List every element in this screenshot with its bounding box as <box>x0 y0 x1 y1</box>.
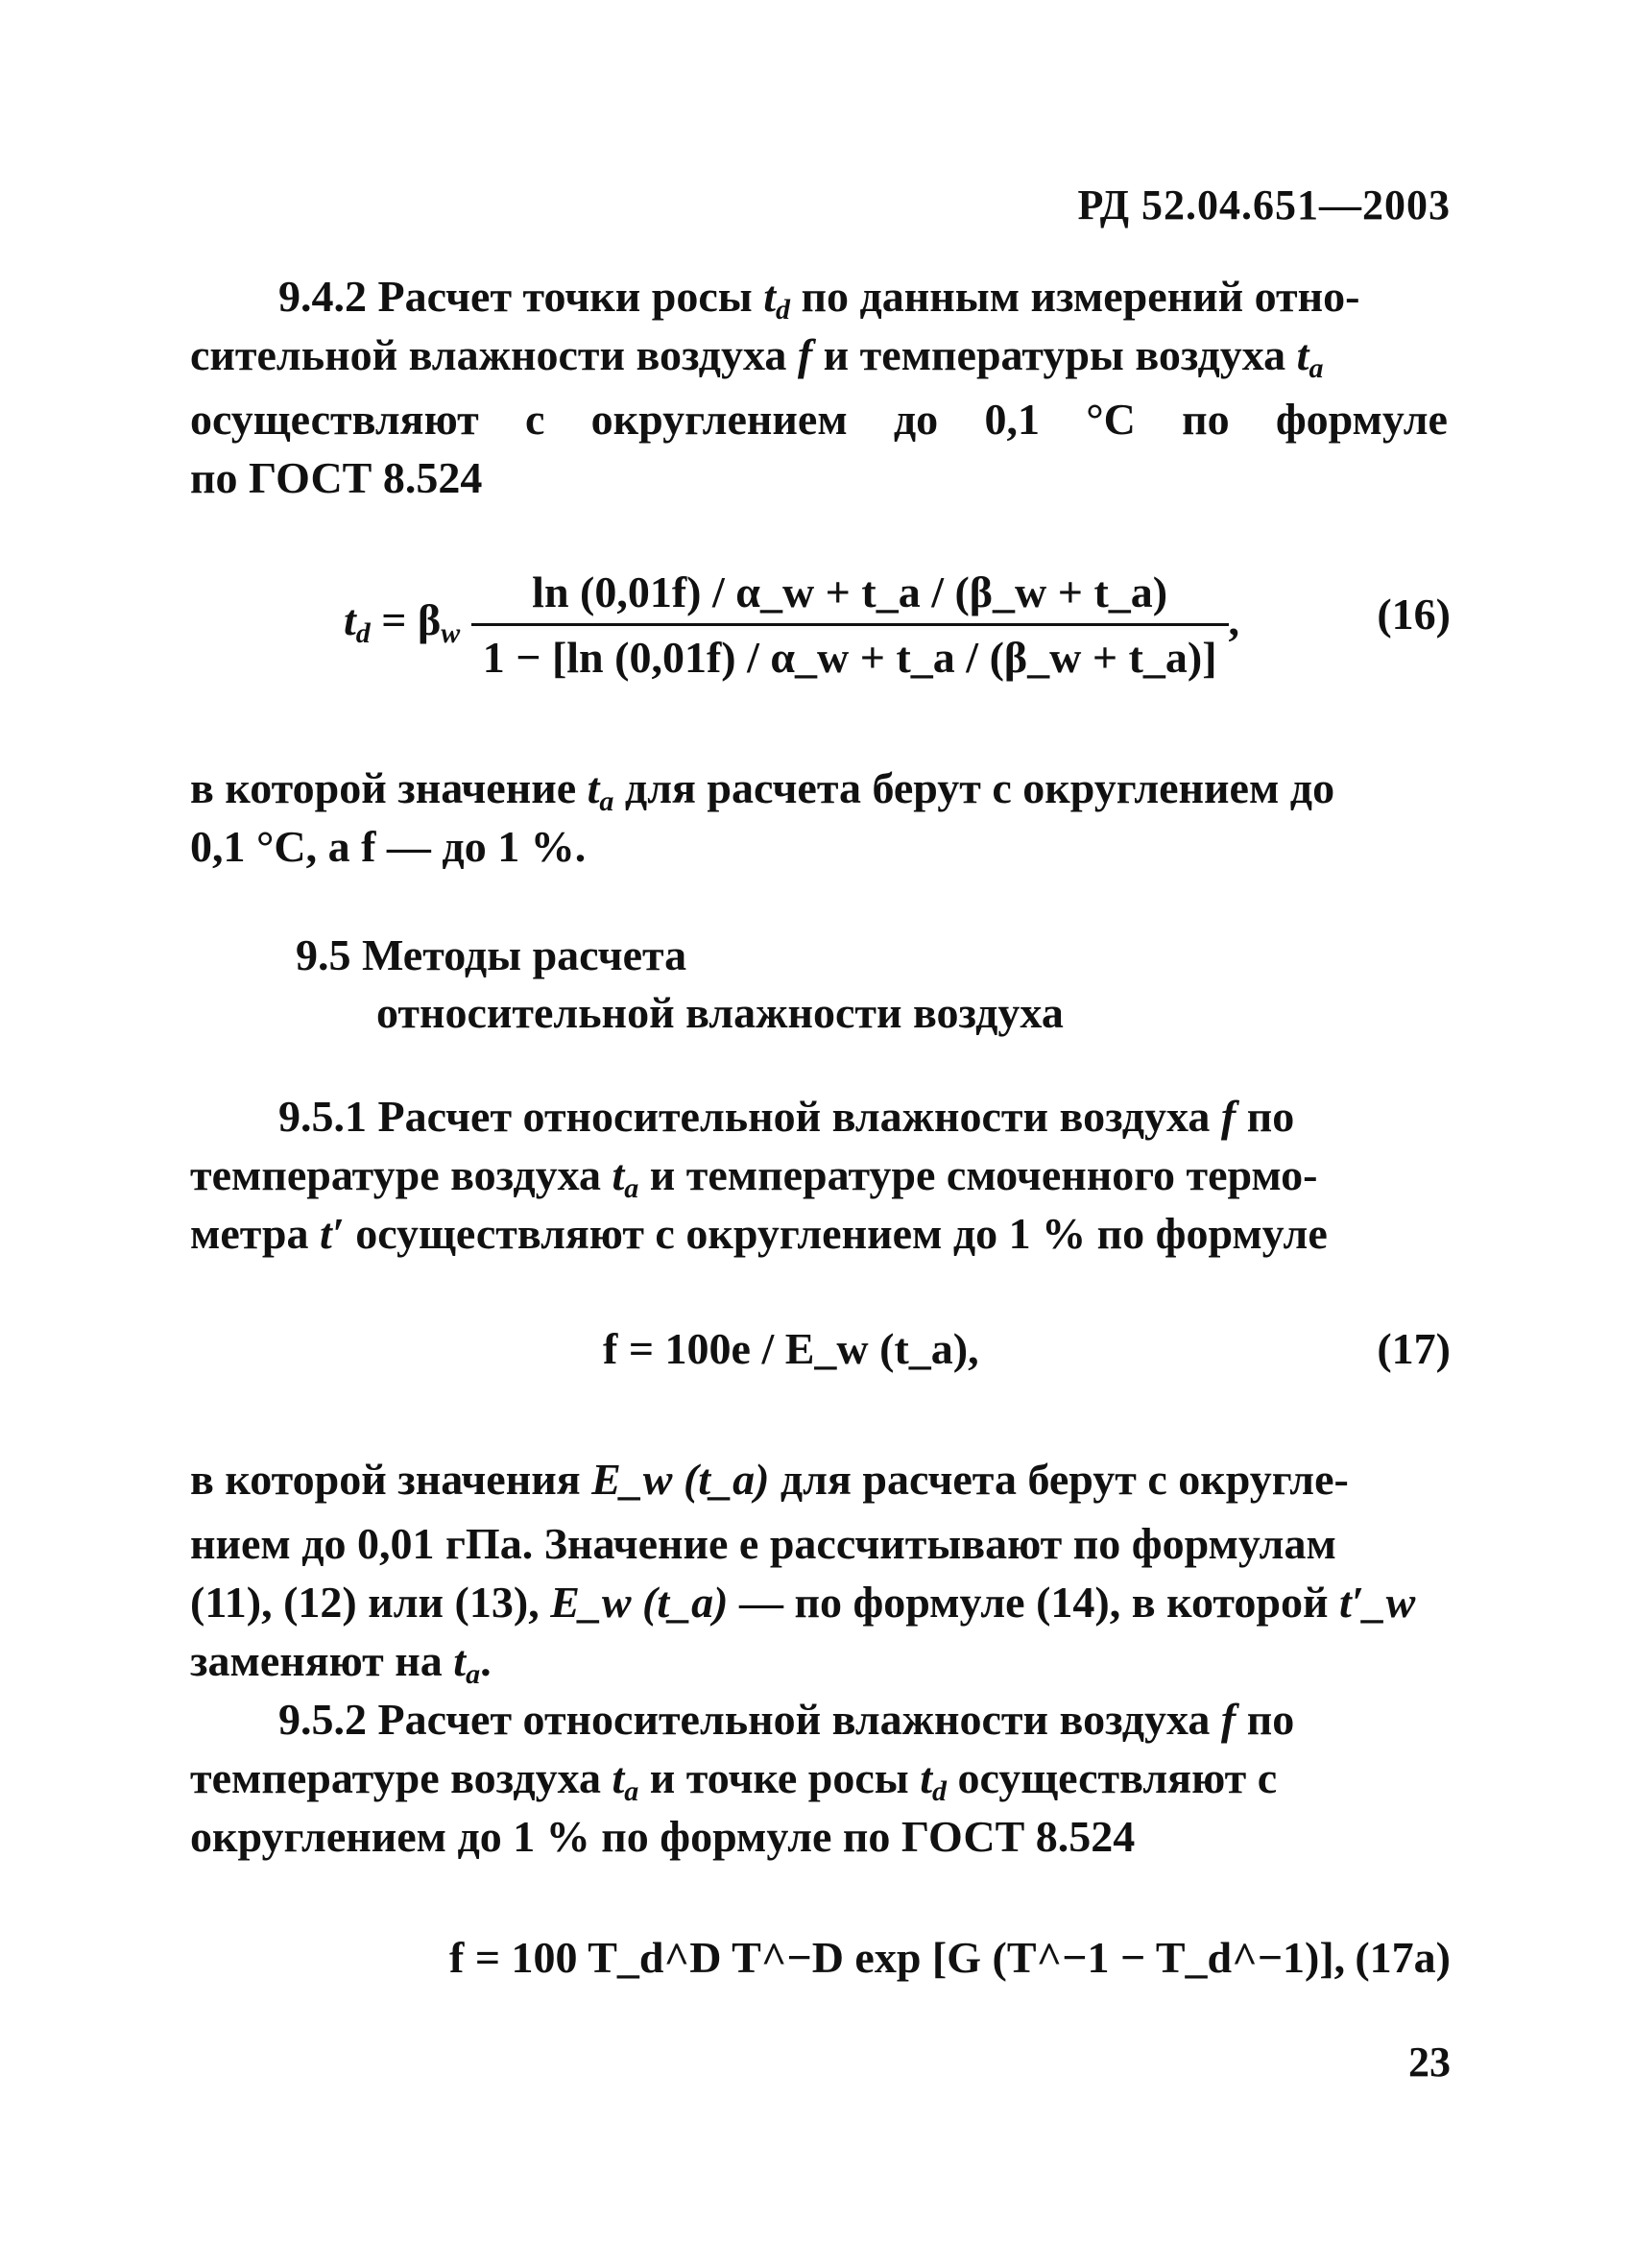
section-heading-9-5-line2: относительной влажности воздуха <box>376 988 1064 1037</box>
paragraph-line <box>190 267 1448 326</box>
text-run: по <box>1236 1092 1295 1141</box>
paragraph-line <box>190 1450 1448 1508</box>
equation-number-17a: (17a) <box>1355 1933 1451 1982</box>
symbol-tw-prime: t′_w <box>1338 1578 1416 1627</box>
text-run: в которой значение <box>190 763 588 812</box>
text-run: — по формуле (14), в которой <box>728 1578 1339 1627</box>
paragraph-line: по ГОСТ 8.524 <box>190 453 483 502</box>
word: °С <box>1086 395 1136 444</box>
text-run: и точке росы <box>638 1753 921 1802</box>
paragraph-line <box>190 1146 1448 1204</box>
paragraph-line <box>190 1204 1448 1263</box>
text-run: 9.5.2 Расчет относительной влажности воздуха <box>278 1695 1221 1744</box>
symbol-ew-ta: E_w (t_a) <box>591 1455 770 1504</box>
symbol-f: f <box>1220 1695 1237 1744</box>
symbol-f: f <box>1220 1092 1237 1141</box>
symbol-ta: $t_a$ <box>612 1150 639 1204</box>
text-run: по <box>1236 1695 1295 1744</box>
section-heading-9-5-line1: 9.5 Методы расчета <box>296 930 687 979</box>
symbol-td: $t_d$ <box>920 1753 947 1807</box>
text-run: 9.5.1 Расчет относительной влажности воздуха <box>278 1092 1221 1141</box>
symbol-td: $t_d$ <box>763 272 790 326</box>
formula-16-fraction <box>471 567 1229 683</box>
paragraph-line: нием до 0,01 гПа. Значение e рассчитывают по формулам <box>190 1519 1336 1568</box>
text-run: осуществляют с <box>947 1753 1278 1802</box>
formula-16-comma: , <box>1228 595 1240 645</box>
paragraph-after-16 <box>190 759 1448 876</box>
word: 0,1 <box>984 395 1040 444</box>
text-run: для расчета берут с округле- <box>769 1455 1349 1504</box>
paragraph-line: округлением до 1 % по формуле по ГОСТ 8.524 <box>190 1812 1136 1861</box>
word: до <box>893 395 939 444</box>
paragraph-line <box>190 1087 1448 1146</box>
text-run: 9.4.2 Расчет точки росы <box>278 272 764 321</box>
page-number: 23 <box>1408 2039 1451 2086</box>
paragraph-line <box>190 1573 1448 1631</box>
symbol-ta: $t_a$ <box>1296 330 1324 384</box>
text-run: . <box>480 1636 492 1685</box>
symbol-ew-ta: E_w (t_a) <box>550 1578 729 1627</box>
text-run: для расчета берут с округлением до <box>613 763 1335 812</box>
word: осуществляют <box>190 395 479 444</box>
paragraph-line <box>190 759 1448 817</box>
text-run: по данным измерений отно- <box>790 272 1360 321</box>
text-run: осуществляют с округлением до 1 % по формуле <box>344 1209 1328 1258</box>
paragraph-line <box>190 1749 1448 1807</box>
paragraph-line <box>190 1631 1448 1690</box>
text-run: в которой значения <box>190 1455 592 1504</box>
paragraph-9-4-2 <box>190 267 1448 507</box>
word: округлением <box>590 395 848 444</box>
equation-number-16: (16) <box>1377 590 1451 639</box>
word: формуле <box>1275 395 1448 444</box>
symbol-tprime: t′ <box>320 1209 345 1258</box>
text-run: заменяют на <box>190 1636 454 1685</box>
paragraph-9-5-1 <box>190 1087 1448 1263</box>
document-code-header: РД 52.04.651—2003 <box>1077 181 1451 229</box>
formula-16-numerator: ln (0,01f) / α_w + t_a / (β_w + t_a) <box>471 567 1229 626</box>
paragraph-after-17 <box>190 1450 1448 1690</box>
formula-16-lhs: $t_d = \beta_w$ <box>344 595 461 650</box>
paragraph-line <box>190 1690 1448 1749</box>
equation-number-17: (17) <box>1377 1324 1451 1373</box>
text-run: и температуры воздуха <box>812 330 1297 379</box>
justified-line <box>190 390 1448 448</box>
formula-16 <box>344 567 1239 683</box>
text-run: температуре воздуха <box>190 1753 612 1802</box>
text-run: сительной влажности воздуха <box>190 330 798 379</box>
symbol-ta: $t_a$ <box>612 1753 639 1807</box>
text-run: (11), (12) или (13), <box>190 1578 551 1627</box>
formula-17a: f = 100 T_d^D T^−D exp [G (T^−1 − T_d^−1)], <box>449 1933 1346 1982</box>
text-run: и температуре смоченного термо- <box>638 1150 1318 1199</box>
symbol-ta: $t_a$ <box>453 1636 481 1690</box>
word: по <box>1182 395 1230 444</box>
formula-16-denominator: 1 − [ln (0,01f) / α_w + t_a / (β_w + t_a)] <box>482 633 1217 682</box>
symbol-f: f <box>797 330 813 379</box>
paragraph-line <box>190 326 1448 384</box>
paragraph-line: 0,1 °С, а f — до 1 %. <box>190 822 587 871</box>
text-run: метра <box>190 1209 320 1258</box>
text-run: температуре воздуха <box>190 1150 612 1199</box>
word: с <box>524 395 545 444</box>
formula-17: f = 100e / E_w (t_a), <box>603 1324 979 1373</box>
symbol-ta: $t_a$ <box>587 763 614 817</box>
paragraph-9-5-2 <box>190 1690 1448 1866</box>
